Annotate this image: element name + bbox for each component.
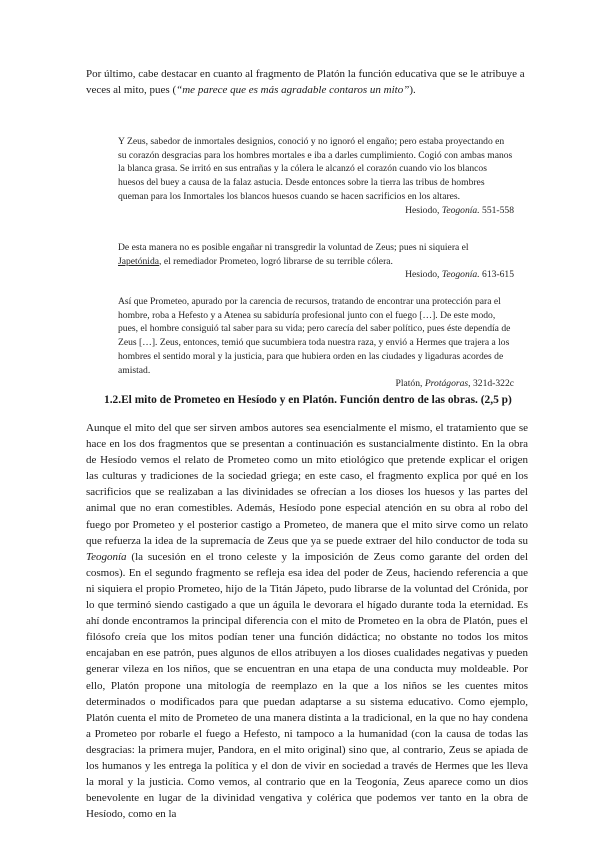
cite-author: Hesiodo, (405, 204, 442, 216)
quote-block-platon (118, 295, 514, 391)
quote-citation (118, 377, 514, 391)
intro-text: Por último, cabe destacar en cuanto al fragmento de Platón la función educativa que se le atribuye a veces al mito, pues ( (86, 68, 525, 96)
cite-ref: 613-615 (479, 269, 514, 281)
cite-work: Teogonía. (441, 269, 480, 281)
quote-text: Así que Prometeo, apurado por la carencia de recursos, tratando de encontrar una protección para el hombre, roba a Hefesto y a Atenea su sabiduría profesional junto con el fuego […]. De este modo, pues, el hombre consiguió tal saber para su vida; pero carecía del saber político, pues éste dependía de Zeus […]. Zeus, entonces, temió que sucumbiera toda nuestra raza, y envió a Hermes que trajera a los hombres el sentido moral y la justicia, para que hubiera orden en las ciudades y ligaduras acordes de amistad. (118, 296, 511, 376)
body-italic-teogonia: Teogonía (86, 550, 127, 563)
intro-paragraph (86, 66, 526, 98)
body-paragraph (86, 420, 528, 822)
quote-citation (118, 204, 514, 218)
quote-text-post: , el remediador Prometeo, logró librarse de su terrible cólera. (159, 255, 393, 267)
body-text-part2: (la sucesión en el trono celeste y la imposición de Zeus como garante del orden del cosmos). En el segundo fragmento se refleja esa idea del poder de Zeus, haciendo referencia a que ni siquiera el propio Prometeo, hijo de la Titán Jápeto, pudo librarse de la voluntad del Crónida, por lo que terminó siendo castigado a que un águila le devorara el hígado durante toda la eternidad. Es ahí donde encontramos la principal diferencia con el mito de Prometeo en la obra de Platón, pues el filósofo creía que los mitos podían tener una función didáctica; no obstante no todos los mitos encajaban en ese patrón, pues algunos de ellos atribuyen a los dioses cualidades negativas y pueden generar vileza en los niños, que se encuentran en una etapa de una conducta muy moldeable. Por ello, Platón propone una mitología de reemplazo en la que a los niños se les cuentes mitos determinados o modificados para que puedan adaptarse a su sistema educativo. Como ejemplo, Platón cuenta el mito de Prometeo de una manera distinta a la tradicional, en la que no hay condena a Prometeo por robarle el fuego a Hefesto, ni tampoco a la humanidad (con la causa de todas las desgracias: la primera mujer, Pandora, en el mito original) sino que, al contrario, Zeus se apiada de los humanos y les entrega la política y el don de vivir en sociedad a través de Hermes que les lleva la moral y la justicia. Como vemos, al contrario que en la Teogonía, Zeus aparece como un dios benevolente en lugar de la divinidad vengativa y colérica que podemos ver tanto en la obra de Hesíodo, como en la (86, 550, 528, 821)
cite-ref: , 321d-322c (468, 378, 514, 390)
quote-text-underlined: Japetónida (118, 255, 160, 267)
quote-citation (118, 268, 514, 282)
section-heading: 1.2.El mito de Prometeo en Hesíodo y en Platón. Función dentro de las obras. (2,5 p) (104, 394, 512, 406)
quote-text (118, 241, 514, 268)
quote-block-hesiodo-2 (118, 241, 514, 282)
quote-block-hesiodo-1 (118, 135, 514, 217)
cite-author: Hesiodo, (405, 269, 442, 281)
cite-work: Teogonía. (441, 204, 480, 216)
intro-tail: ). (409, 84, 416, 96)
quote-text-pre: De esta manera no es posible engañar ni transgredir la voluntad de Zeus; pues ni siquiera el (118, 242, 469, 253)
cite-work: Protágoras (424, 378, 469, 390)
quote-text: Y Zeus, sabedor de inmortales designios, conoció y no ignoró el engaño; pero estaba proyectando en su corazón desgracias para los hombres mortales e iba a darles cumplimiento. Cogió con ambas manos la blanca grasa. Se irritó en sus entrañas y la cólera le alcanzó el corazón cuando vio los blancos huesos del buey a causa de la falaz astucia. Desde entonces sobre la tierra las tribus de hombres queman para los Inmortales los blancos huesos cuando se hacen sacrificios en los altares. (118, 136, 513, 202)
cite-ref: 551-558 (479, 204, 514, 216)
intro-quote: “me parece que es más agradable contaros un mito” (176, 84, 410, 96)
body-text-part1: Aunque el mito del que ser sirven ambos autores sea esencialmente el mismo, el tratamiento que se hace en los dos fragmentos que se presentan a continuación es sustancialmente distinto. En la obra de Hesíodo vemos el relato de Prometeo como un mito etiológico que pretende explicar el origen las culturas y tradiciones de la sociedad griega; en este caso, el fragmento explica por qué en los sacrificios que se realizaban a las divinidades se ofrecían a los dioses los huesos y las partes del animal que no eran comestibles. Además, Hesíodo pone especial atención en su obra al robo del fuego por Prometeo y el posterior castigo a Prometeo, de manera que el mito sirve como un relato que refuerza la idea de la supremacía de Zeus que ya se puede extraer del hilo conductor de toda su (86, 422, 528, 547)
cite-author: Platón, (395, 378, 425, 390)
